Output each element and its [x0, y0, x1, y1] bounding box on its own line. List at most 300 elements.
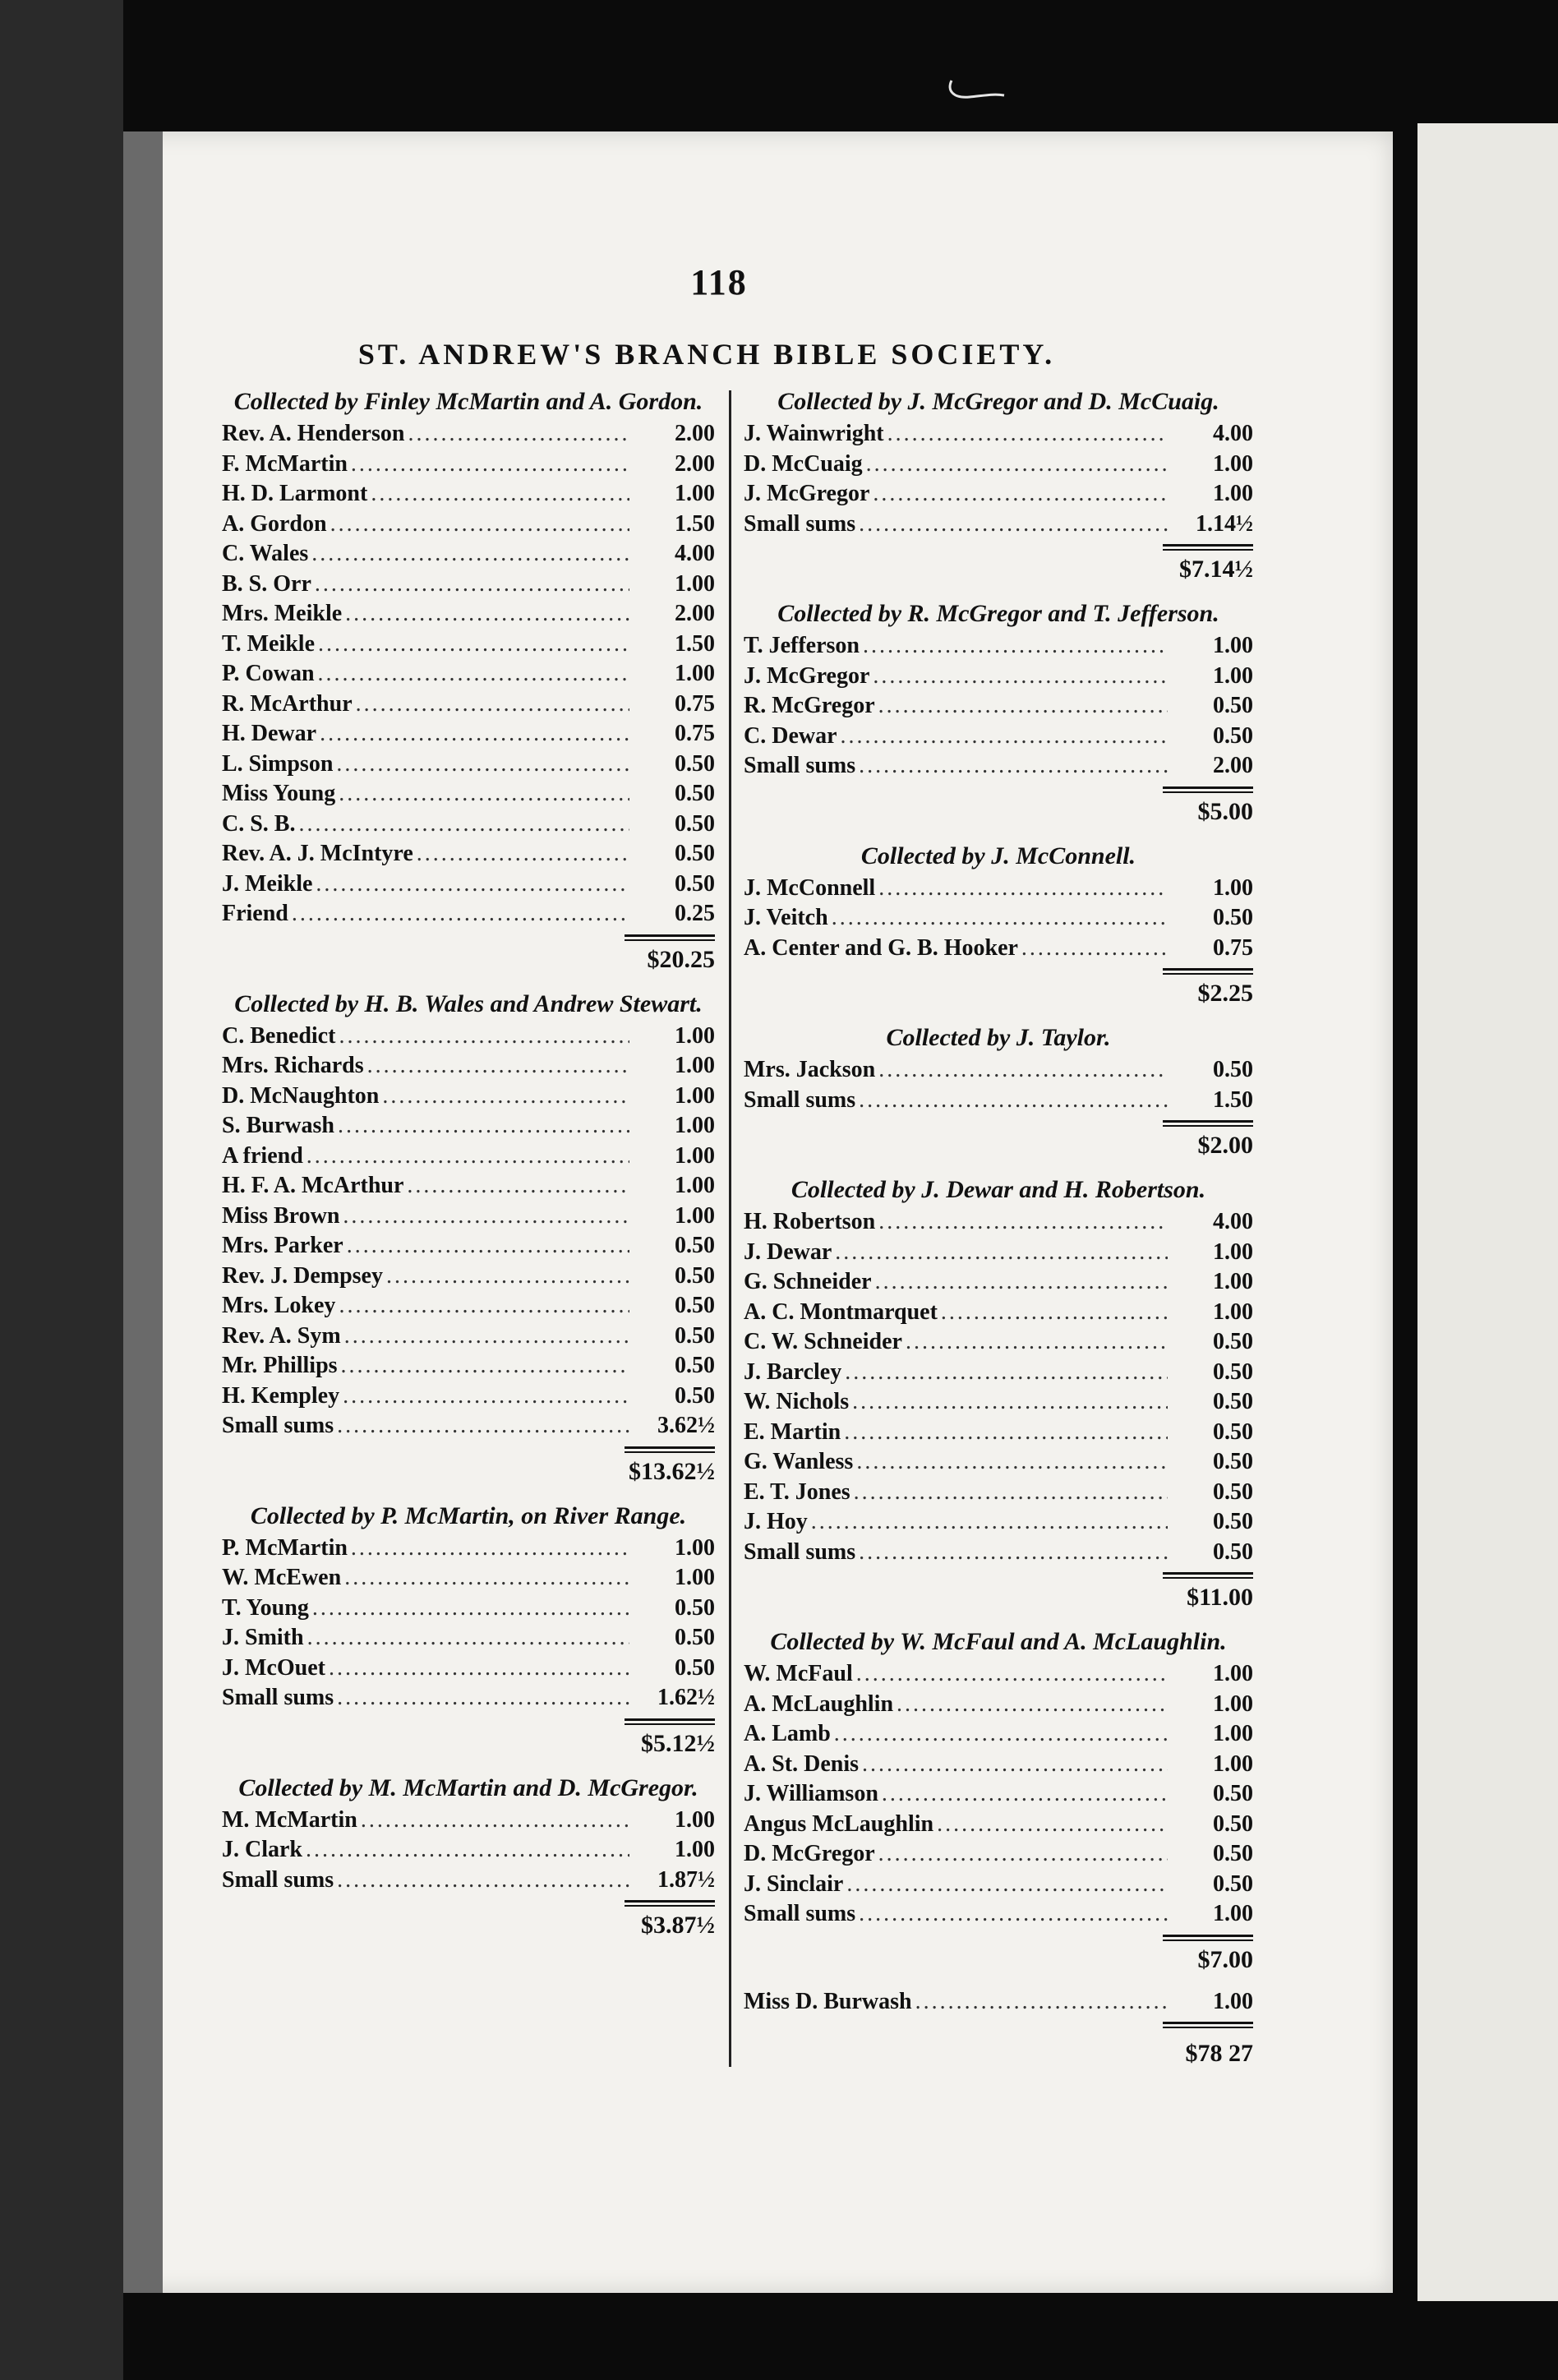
entry-row	[222, 1411, 715, 1441]
donor-name: A. Gordon	[222, 510, 327, 537]
entry-row	[744, 903, 1253, 934]
donation-amount: 0.50	[1213, 722, 1253, 749]
adjacent-page	[1417, 123, 1558, 2301]
donor-name: Small sums	[222, 1685, 334, 1710]
donation-amount: 1.50	[675, 630, 715, 657]
entry-row	[744, 1810, 1253, 1840]
leader-dots	[875, 1267, 1168, 1298]
collection-section	[744, 385, 1253, 585]
collection-section	[222, 1771, 715, 1942]
donation-amount: 1.50	[1213, 1086, 1253, 1113]
entry-row	[222, 1202, 715, 1232]
leader-dots	[856, 1447, 1168, 1478]
entry-row	[222, 539, 715, 570]
donation-amount: 1.00	[1213, 1238, 1253, 1265]
donor-name: E. T. Jones	[744, 1478, 850, 1505]
donation-amount: 1.00	[675, 1022, 715, 1049]
donor-name: C. W. Schneider	[744, 1329, 902, 1354]
donation-amount: 0.50	[1213, 1389, 1253, 1414]
leader-dots	[344, 1321, 629, 1352]
entry-row	[222, 1082, 715, 1112]
donor-name: C. Wales	[222, 541, 309, 566]
donation-amount: 0.50	[1213, 1841, 1253, 1866]
donation-amount: 0.50	[675, 1322, 715, 1349]
entry-row	[222, 1231, 715, 1261]
donation-amount: 0.50	[675, 1233, 715, 1258]
donor-name: Angus McLaughlin	[744, 1810, 934, 1837]
entry-row	[744, 874, 1253, 904]
total-rule	[1163, 544, 1253, 551]
entry-row	[222, 750, 715, 780]
leader-dots	[887, 419, 1168, 450]
leader-dots	[351, 1534, 629, 1564]
total-rule	[625, 1900, 715, 1907]
section-total: $5.00	[1197, 797, 1253, 825]
donation-amount: 0.50	[1213, 905, 1253, 930]
entry-row	[744, 1899, 1253, 1930]
donor-name: A. McLaughlin	[744, 1690, 894, 1717]
donation-amount: 1.00	[675, 1113, 715, 1138]
entry-row	[222, 1351, 715, 1381]
entry-row	[222, 1534, 715, 1564]
entry-row	[222, 719, 715, 750]
entry-row	[222, 1623, 715, 1654]
leader-dots	[859, 751, 1168, 782]
donation-amount: 1.00	[675, 1837, 715, 1862]
donation-amount: 1.14½	[1196, 510, 1253, 537]
collection-section	[744, 1021, 1253, 1161]
donor-name: J. Wainwright	[744, 421, 884, 446]
donation-amount: 1.00	[1213, 450, 1253, 477]
entry-row	[222, 1291, 715, 1321]
leader-dots	[345, 599, 629, 630]
entry-row	[744, 1055, 1253, 1086]
donor-name: E. Martin	[744, 1418, 841, 1445]
donor-name: W. McFaul	[744, 1661, 853, 1686]
donation-amount: 1.00	[1213, 481, 1253, 506]
leader-dots	[320, 719, 629, 750]
donation-amount: 0.50	[1213, 1478, 1253, 1505]
donor-name: Mrs. Parker	[222, 1233, 343, 1258]
entry-row	[222, 1051, 715, 1082]
section-total: $11.00	[1187, 1584, 1253, 1611]
entry-row	[744, 662, 1253, 692]
collector-header: Collected by J. Dewar and H. Robertson.	[791, 1176, 1206, 1203]
donation-amount: 1.00	[675, 1082, 715, 1109]
donor-name: J. McOuet	[222, 1654, 325, 1681]
donor-name: G. Schneider	[744, 1269, 872, 1294]
entry-row	[744, 1238, 1253, 1268]
donation-amount: 0.25	[675, 901, 715, 926]
total-rule	[625, 934, 715, 941]
final-entry-row	[744, 1987, 1253, 2018]
leader-dots	[318, 659, 629, 690]
leader-dots	[906, 1327, 1168, 1358]
donation-amount: 1.00	[1213, 1988, 1253, 2014]
donor-name: H. Kempley	[222, 1382, 340, 1409]
leader-dots	[330, 510, 629, 540]
donation-amount: 1.00	[1213, 1901, 1253, 1926]
donor-name: Mrs. Jackson	[744, 1057, 876, 1082]
donation-amount: 0.50	[675, 870, 715, 897]
section-total: $2.00	[1197, 1132, 1253, 1159]
leader-dots	[845, 1358, 1168, 1388]
entry-row	[222, 1261, 715, 1292]
donor-name: H. Dewar	[222, 721, 317, 746]
entry-row	[222, 479, 715, 510]
donor-name: W. Nichols	[744, 1389, 850, 1414]
entry-row	[744, 1358, 1253, 1388]
entry-row	[222, 869, 715, 900]
page-title: ST. ANDREW'S BRANCH BIBLE SOCIETY.	[357, 338, 1056, 371]
donor-name: J. Smith	[222, 1625, 304, 1650]
entry-row	[222, 1835, 715, 1866]
entry-row	[744, 691, 1253, 722]
entry-row	[744, 1418, 1253, 1448]
leader-dots	[344, 1563, 629, 1594]
leader-dots	[337, 1866, 629, 1896]
entry-row	[744, 1267, 1253, 1298]
leader-dots	[937, 1810, 1168, 1840]
entry-row	[222, 1683, 715, 1714]
leader-dots	[307, 1142, 629, 1172]
entry-row	[744, 1538, 1253, 1568]
entry-row	[222, 809, 715, 840]
donor-name: J. Clark	[222, 1837, 302, 1862]
donor-name: A. St. Denis	[744, 1750, 860, 1777]
entry-row	[744, 510, 1253, 540]
donor-name: Small sums	[744, 1538, 856, 1565]
donation-amount: 2.00	[675, 421, 715, 446]
collection-section	[744, 1173, 1253, 1613]
donor-name: Rev. A. J. McIntyre	[222, 841, 413, 866]
entry-row	[222, 419, 715, 450]
donor-name: J. Williamson	[744, 1781, 878, 1806]
leader-dots	[915, 1987, 1168, 2018]
donation-amount: 0.75	[1213, 934, 1253, 961]
donor-name: T. Meikle	[222, 630, 316, 657]
donation-amount: 1.00	[1213, 1661, 1253, 1686]
entry-row	[744, 1478, 1253, 1508]
donation-amount: 1.00	[1213, 1750, 1253, 1777]
donor-name: J. Dewar	[744, 1238, 832, 1265]
donor-name: F. McMartin	[222, 450, 348, 477]
donor-name: J. McGregor	[744, 662, 870, 689]
collector-header: Collected by H. B. Wales and Andrew Stewart.	[234, 989, 703, 1017]
leader-dots	[337, 1411, 629, 1441]
leader-dots	[311, 539, 629, 570]
entry-row	[744, 1298, 1253, 1328]
entry-row	[222, 450, 715, 480]
donation-amount: 4.00	[675, 541, 715, 566]
total-rule	[1163, 786, 1253, 793]
donor-name: Small sums	[744, 510, 856, 537]
entry-row	[222, 1321, 715, 1352]
donation-amount: 0.50	[1213, 1329, 1253, 1354]
leader-dots	[367, 1051, 629, 1082]
donation-amount: 2.00	[675, 601, 715, 626]
donation-amount: 0.50	[1213, 1810, 1253, 1837]
leader-dots	[854, 1478, 1168, 1508]
leader-dots	[859, 510, 1168, 540]
donor-name: L. Simpson	[222, 750, 334, 777]
page-binding-shadow	[123, 131, 163, 2293]
donation-amount: 1.00	[675, 1142, 715, 1169]
donation-amount: 0.50	[1213, 1418, 1253, 1445]
donor-name: C. Benedict	[222, 1022, 336, 1049]
entry-row	[222, 570, 715, 600]
film-border-left	[0, 0, 123, 2380]
total-rule	[1163, 1120, 1253, 1127]
donor-name: T. Young	[222, 1594, 309, 1621]
donor-name: Small sums	[744, 1901, 856, 1926]
donor-name: Miss Brown	[222, 1202, 340, 1229]
donation-amount: 2.00	[1213, 753, 1253, 778]
entry-row	[222, 599, 715, 630]
leader-dots	[866, 450, 1168, 480]
entry-row	[222, 1866, 715, 1896]
entry-row	[744, 479, 1253, 510]
entry-row	[744, 631, 1253, 662]
page-number: 118	[690, 262, 748, 302]
total-rule	[1163, 1572, 1253, 1579]
entry-row	[744, 1387, 1253, 1418]
donation-amount: 1.00	[675, 570, 715, 597]
leader-dots	[408, 419, 629, 450]
donation-amount: 0.50	[675, 810, 715, 837]
entry-row	[744, 450, 1253, 480]
leader-dots	[312, 1594, 629, 1624]
leader-dots	[897, 1690, 1168, 1720]
donor-name: R. McGregor	[744, 693, 875, 718]
leader-dots	[878, 1207, 1168, 1238]
donor-name: J. Sinclair	[744, 1870, 844, 1897]
entry-row	[222, 630, 715, 660]
donor-name: J. McGregor	[744, 481, 870, 506]
pen-mark	[945, 72, 1011, 105]
donor-name: Rev. A. Sym	[222, 1322, 341, 1349]
leader-dots	[878, 691, 1168, 722]
donation-amount: 0.50	[1213, 693, 1253, 718]
total-rule	[625, 1446, 715, 1453]
entry-row	[744, 1870, 1253, 1900]
donor-name: H. Robertson	[744, 1209, 876, 1234]
section-total: $13.62½	[629, 1457, 715, 1485]
donation-amount: 0.50	[1213, 1057, 1253, 1082]
entry-row	[744, 1690, 1253, 1720]
donation-amount: 0.50	[675, 1625, 715, 1650]
donation-amount: 1.00	[1213, 1269, 1253, 1294]
entry-row	[744, 722, 1253, 752]
leader-dots	[863, 631, 1168, 662]
donor-name: H. D. Larmont	[222, 481, 368, 506]
entry-row	[222, 510, 715, 540]
leader-dots	[347, 1231, 629, 1261]
leader-dots	[315, 570, 629, 600]
collector-header: Collected by J. Taylor.	[886, 1024, 1111, 1051]
donor-name: A. Center and G. B. Hooker	[744, 934, 1018, 961]
donation-amount: 1.00	[675, 1173, 715, 1198]
leader-dots	[339, 779, 629, 809]
donor-name: D. McNaughton	[222, 1082, 380, 1109]
entry-row	[744, 934, 1253, 964]
donation-amount: 4.00	[1213, 1209, 1253, 1234]
left-column	[222, 385, 715, 1953]
donor-name: A. C. Montmarquet	[744, 1298, 938, 1325]
donation-amount: 0.50	[1213, 1781, 1253, 1806]
donation-amount: 0.50	[675, 1382, 715, 1409]
entry-row	[222, 1806, 715, 1836]
entry-row	[744, 1086, 1253, 1116]
donation-amount: 1.00	[1213, 662, 1253, 689]
collection-section	[744, 1625, 1253, 1976]
leader-dots	[407, 1171, 629, 1202]
donation-amount: 1.00	[675, 1534, 715, 1561]
donor-name: D. McGregor	[744, 1841, 875, 1866]
donor-name: Mr. Phillips	[222, 1353, 338, 1378]
donor-name: C. Dewar	[744, 722, 837, 749]
donor-name: Mrs. Lokey	[222, 1293, 336, 1318]
leader-dots	[382, 1082, 629, 1112]
leader-dots	[329, 1654, 629, 1684]
entry-row	[222, 1142, 715, 1172]
donation-amount: 1.00	[1213, 1721, 1253, 1746]
leader-dots	[878, 1055, 1168, 1086]
donor-name: M. McMartin	[222, 1806, 357, 1833]
donation-amount: 1.00	[675, 1202, 715, 1229]
entry-row	[744, 1779, 1253, 1810]
entry-row	[222, 839, 715, 869]
donor-name: J. Hoy	[744, 1509, 808, 1534]
section-total: $5.12½	[641, 1729, 715, 1757]
leader-dots	[306, 1835, 629, 1866]
donation-amount: 1.00	[675, 1565, 715, 1590]
donor-name: A friend	[222, 1142, 303, 1169]
leader-dots	[835, 1238, 1168, 1268]
donation-amount: 0.75	[675, 690, 715, 717]
donation-amount: 0.50	[1213, 1538, 1253, 1565]
donor-name: Mrs. Richards	[222, 1053, 364, 1078]
collection-section	[744, 839, 1253, 1010]
donation-amount: 0.50	[1213, 1509, 1253, 1534]
entry-row	[222, 1022, 715, 1052]
leader-dots	[339, 1022, 629, 1052]
donor-name: J. Barcley	[744, 1358, 842, 1385]
donation-amount: 0.50	[675, 1262, 715, 1289]
entry-row	[222, 1381, 715, 1412]
section-total: $2.25	[1197, 980, 1253, 1007]
leader-dots	[336, 750, 629, 780]
donation-amount: 0.50	[675, 781, 715, 806]
leader-dots	[859, 1899, 1168, 1930]
column-divider	[729, 390, 731, 2067]
leader-dots	[856, 1659, 1168, 1690]
donor-name: J. Meikle	[222, 870, 313, 897]
donation-amount: 0.50	[675, 1353, 715, 1378]
leader-dots	[339, 1291, 629, 1321]
leader-dots	[941, 1298, 1168, 1328]
right-column	[744, 385, 1253, 2068]
donor-name: Rev. A. Henderson	[222, 421, 405, 446]
total-rule	[1163, 968, 1253, 975]
leader-dots	[356, 690, 629, 720]
collector-header: Collected by J. McGregor and D. McCuaig.	[777, 388, 1219, 415]
leader-dots	[862, 1750, 1168, 1780]
entry-row	[744, 1207, 1253, 1238]
collector-header: Collected by J. McConnell.	[860, 842, 1136, 869]
entry-row	[744, 1659, 1253, 1690]
leader-dots	[873, 479, 1168, 510]
donation-amount: 2.00	[675, 450, 715, 477]
entry-row	[744, 1507, 1253, 1538]
donation-amount: 1.62½	[657, 1685, 715, 1710]
entry-row	[222, 659, 715, 690]
entry-row	[222, 899, 715, 929]
entry-row	[222, 1171, 715, 1202]
donation-amount: 1.00	[675, 481, 715, 506]
collection-section	[744, 597, 1253, 828]
donor-name: J. McConnell	[744, 874, 876, 901]
leader-dots	[351, 450, 629, 480]
donor-name: T. Jefferson	[744, 633, 860, 658]
collector-header: Collected by P. McMartin, on River Range.	[250, 1501, 687, 1529]
donation-amount: 1.00	[1213, 874, 1253, 901]
entry-row	[744, 1750, 1253, 1780]
leader-dots	[878, 874, 1168, 904]
donor-name: Small sums	[222, 1866, 334, 1893]
donor-name: Small sums	[222, 1413, 334, 1438]
donation-amount: 0.50	[675, 1293, 715, 1318]
donor-name: W. McEwen	[222, 1565, 342, 1590]
entry-row	[222, 1654, 715, 1684]
donor-name: D. McCuaig	[744, 450, 863, 477]
donor-name: J. Veitch	[744, 905, 828, 930]
donation-amount: 1.00	[675, 661, 715, 686]
leader-dots	[318, 630, 629, 660]
donor-name: Small sums	[744, 1086, 856, 1113]
donation-amount: 1.00	[675, 1806, 715, 1833]
entry-row	[744, 1839, 1253, 1870]
donor-name: Miss Young	[222, 781, 336, 806]
leader-dots	[834, 1719, 1168, 1750]
donation-amount: 0.50	[675, 1594, 715, 1621]
collector-header: Collected by M. McMartin and D. McGregor.	[238, 1773, 698, 1801]
collection-section	[222, 1499, 715, 1760]
leader-dots	[386, 1261, 629, 1292]
donor-name: H. F. A. McArthur	[222, 1173, 404, 1198]
donation-amount: 1.00	[1213, 1690, 1253, 1717]
donation-amount: 1.00	[1213, 633, 1253, 658]
leader-dots	[841, 722, 1168, 752]
donor-name: Mrs. Meikle	[222, 601, 343, 626]
leader-dots	[338, 1111, 629, 1142]
leader-dots	[316, 869, 629, 900]
donation-amount: 4.00	[1213, 421, 1253, 446]
leader-dots	[859, 1538, 1168, 1568]
total-rule	[625, 1718, 715, 1725]
section-total: $7.00	[1197, 1945, 1253, 1973]
collector-header: Collected by Finley McMartin and A. Gordon.	[233, 388, 703, 415]
entry-row	[744, 751, 1253, 782]
total-rule	[1163, 1935, 1253, 1941]
entry-row	[744, 1719, 1253, 1750]
donation-amount: 0.50	[1213, 1870, 1253, 1897]
donor-name: Rev. J. Dempsey	[222, 1262, 383, 1289]
leader-dots	[852, 1387, 1168, 1418]
donation-amount: 0.75	[675, 721, 715, 746]
donation-amount: 0.50	[675, 1654, 715, 1681]
donation-amount: 0.50	[1213, 1449, 1253, 1474]
